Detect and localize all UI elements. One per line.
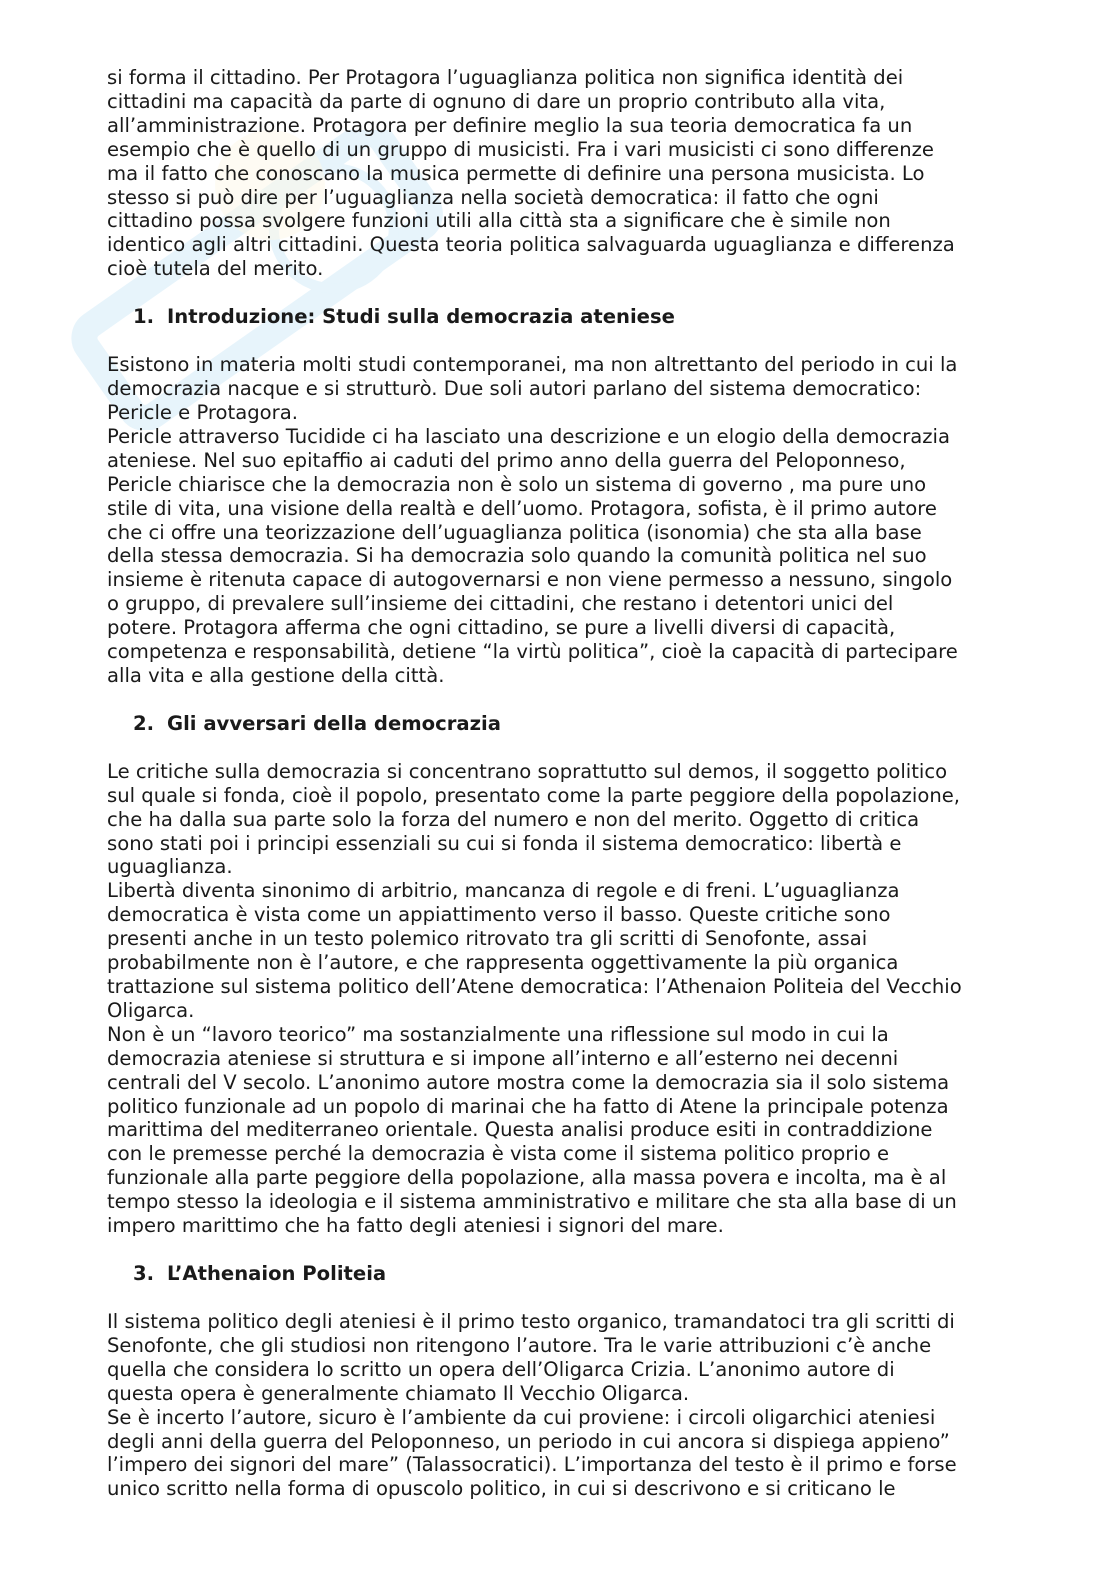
- section-title: Gli avversari della democrazia: [167, 711, 501, 735]
- intro-paragraph: si forma il cittadino. Per Protagora l’uguaglianza politica non significa identità dei cittadini ma capacità da parte di ognuno di dare un proprio contributo alla vita, all’amministrazione. Protagora per definire meglio la sua teoria democratica fa un esempio che è quello di un gruppo di musicisti. Fra i vari musicisti ci sono differenze ma il fatto che conoscano la musica permette di definire una persona musicista. Lo stesso si può dire per l’uguaglianza nella società democratica: il fatto che ogni cittadino possa svolgere funzioni utili alla città sta a significare che è simile non identico agli altri cittadini. Questa teoria politica salvaguarda uguaglianza e differenza cioè tutela del merito.: [107, 66, 955, 281]
- section-number: 1.: [133, 305, 155, 329]
- section-heading-2: [107, 712, 1007, 736]
- section-heading-3: [107, 1262, 1007, 1286]
- section-title: L’Athenaion Politeia: [167, 1261, 387, 1285]
- section-2-paragraph-3: Non è un “lavoro teorico” ma sostanzialmente una riflessione sul modo in cui la democrazia ateniese si struttura e si impone all’interno e all’esterno nei decenni centrali del V secolo. L’anonimo autore mostra come la democrazia sia il solo sistema politico funzionale ad un popolo di marinai che ha fatto di Atene la principale potenza marittima del mediterraneo orientale. Questa analisi produce esiti in contraddizione con le premesse perché la democrazia è vista come il sistema politico proprio e funzionale alla parte peggiore della popolazione, alla massa povera e incolta, ma è al tempo stesso la ideologia e il sistema amministrativo e militare che sta alla base di un impero marittimo che ha fatto degli ateniesi i signori del mare.: [107, 1022, 957, 1238]
- section-3-paragraph-2: Se è incerto l’autore, sicuro è l’ambiente da cui proviene: i circoli oligarchici ateniesi degli anni della guerra del Peloponneso, un periodo in cui ancora si dispiega appieno” l’impero dei signori del mare” (Talassocratici). L’importanza del testo è il primo e forse unico scritto nella forma di opuscolo politico, in cui si descrivono e si criticano le: [107, 1405, 957, 1501]
- section-2-paragraph-1: Le critiche sulla democrazia si concentrano soprattutto sul demos, il soggetto politico sul quale si fonda, cioè il popolo, presentato come la parte peggiore della popolazione, che ha dalla sua parte solo la forza del numero e non del merito. Oggetto di critica sono stati poi i principi essenziali su cui si fonda il sistema democratico: libertà e uguaglianza.: [107, 759, 961, 879]
- section-title: Introduzione: Studi sulla democrazia ateniese: [167, 305, 675, 329]
- section-1-paragraph-1: Esistono in materia molti studi contemporanei, ma non altrettanto del periodo in cui la democrazia nacque e si strutturò. Due soli autori parlano del sistema democratico: Pericle e Protagora.: [107, 353, 958, 424]
- section-1-paragraph-2: Pericle attraverso Tucidide ci ha lasciato una descrizione e un elogio della democrazia ateniese. Nel suo epitaffio ai caduti del primo anno della guerra del Peloponneso, Pericle chiarisce che la democrazia non è solo un sistema di governo , ma pure uno stile di vita, una visione della realtà e dell’uomo. Protagora, sofista, è il primo autore che ci offre una teorizzazione dell’uguaglianza politica (isonomia) che sta alla base della stessa democrazia. Si ha democrazia solo quando la comunità politica nel suo insieme è ritenuta capace di autogovernarsi e non viene permesso a nessuno, singolo o gruppo, di prevalere sull’insieme dei cittadini, che restano i detentori unici del potere. Protagora afferma che ogni cittadino, se pure a livelli diversi di capacità, competenza e responsabilità, detiene “la virtù politica”, cioè la capacità di partecipare alla vita e alla gestione della città.: [107, 424, 958, 687]
- section-3-paragraph-1: Il sistema politico degli ateniesi è il primo testo organico, tramandatoci tra gli scritti di Senofonte, che gli studiosi non ritengono l’autore. Tra le varie attribuzioni c’è anche quella che considera lo scritto un opera dell’Oligarca Crizia. L’anonimo autore di questa opera è generalmente chiamato Il Vecchio Oligarca.: [107, 1309, 955, 1405]
- section-number: 3.: [133, 1261, 155, 1285]
- section-2-paragraph-2: Libertà diventa sinonimo di arbitrio, mancanza di regole e di freni. L’uguaglianza democratica è vista come un appiattimento verso il basso. Queste critiche sono presenti anche in un testo polemico ritrovato tra gli scritti di Senofonte, assai probabilmente non è l’autore, e che rappresenta oggettivamente la più organica trattazione sul sistema politico dell’Atene democratica: l’Athenaion Politeia del Vecchio Oligarca.: [107, 879, 962, 1022]
- section-heading-1: [107, 305, 1007, 329]
- document-page: [107, 66, 1007, 1501]
- section-number: 2.: [133, 711, 155, 735]
